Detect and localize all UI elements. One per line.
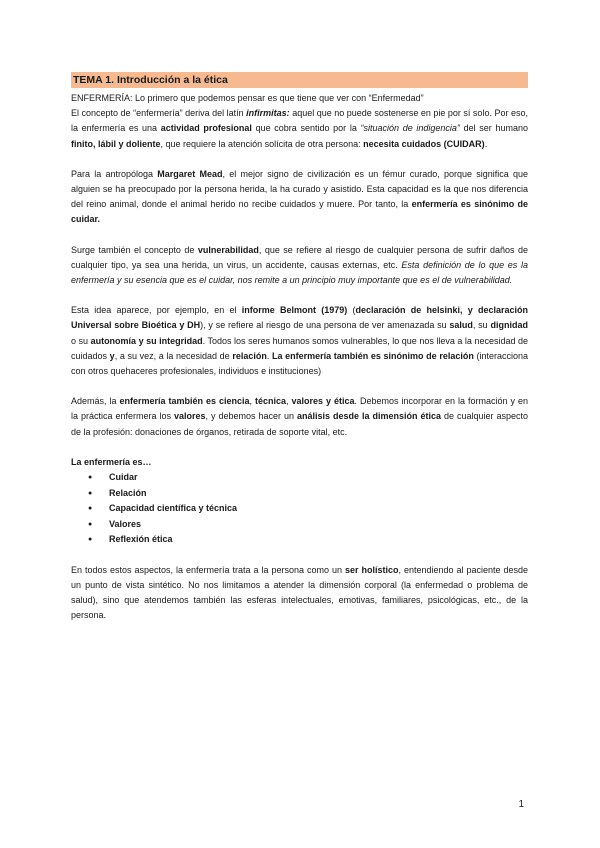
text-run: finito, lábil y doliente bbox=[71, 138, 161, 149]
text-run: , y debemos hacer un bbox=[205, 411, 297, 422]
text-run: dignidad bbox=[490, 320, 528, 331]
text-run: , entendiendo al paciente desde un punto de vista sintético. No nos limitamos a atender la dimensión corporal (la enfermedad o problema de salud), sino que atendemos también las esferas intelectuales, emotivas, familiares, psicológicas, etc., de la persona. bbox=[71, 564, 528, 621]
nursing-list bbox=[71, 470, 528, 548]
text-run: (interacciona con otros quehaceres profesionales, individuos e instituciones) bbox=[71, 350, 529, 377]
text-run: , bbox=[249, 396, 255, 407]
list-heading: La enfermería es… bbox=[71, 456, 152, 467]
paragraph-concept bbox=[71, 106, 528, 152]
text-run: Esta definición de lo que es la enfermería y su esencia que es el cuidar, nos remite a un principio muy importante que es el de vulnerabilidad. bbox=[71, 259, 528, 286]
text-run: ), y se refiere al riesgo de una persona de ver amenazada su bbox=[200, 320, 450, 331]
text-run: En todos estos aspectos, la enfermería trata a la persona como un bbox=[71, 564, 345, 575]
text-run: declaración de helsinki, y declaración Universal sobre Bioética y DH bbox=[71, 305, 528, 331]
text-run: actividad profesional bbox=[160, 123, 252, 134]
list-item: ● Relación bbox=[71, 486, 528, 502]
paragraph-mead bbox=[71, 167, 528, 228]
text-run: que cobra sentido por la bbox=[251, 123, 361, 134]
text-run: y bbox=[109, 350, 115, 361]
text-run: enfermería es sinónimo de cuidar. bbox=[71, 199, 528, 225]
text-run: “situación de indigencia” bbox=[360, 123, 460, 134]
paragraph-belmont bbox=[71, 303, 528, 379]
text-run: ( bbox=[347, 305, 356, 316]
text-run: Esta idea aparece, por ejemplo, en el bbox=[71, 305, 242, 316]
text-run: salud bbox=[449, 320, 473, 331]
text-run: enfermería también es ciencia bbox=[119, 396, 250, 407]
paragraph-holistic bbox=[71, 563, 528, 624]
paragraph-definition bbox=[71, 91, 528, 106]
text-run: , el mejor signo de civilización es un fémur curado, porque significa que alguien se ha preocupado por la persona herida, la ha curado y asistido. Esta capacidad es la que nos diferencia del reino animal, donde el animal herido no recibe cuidados y muere. Por tanto, la bbox=[71, 168, 528, 210]
text-run: Además, la bbox=[71, 396, 120, 407]
text-run: . bbox=[266, 350, 272, 361]
text-run: informe Belmont (1979) bbox=[241, 305, 348, 316]
text-run: , que requiere la atención solícita de otra persona: bbox=[160, 138, 364, 149]
text-run: La enfermería también es sinónimo de relación bbox=[271, 350, 474, 361]
text-run: Para la antropóloga bbox=[71, 168, 158, 179]
text-run: infirmitas: bbox=[246, 108, 290, 119]
text-run: del ser humano bbox=[459, 123, 528, 134]
text-run: técnica bbox=[255, 396, 287, 407]
text-run: valores y ética bbox=[291, 396, 355, 407]
section-title: TEMA 1. Introducción a la ética bbox=[71, 72, 528, 88]
text-run: o su bbox=[71, 335, 91, 346]
text-run: Margaret Mead bbox=[157, 168, 223, 179]
text-run: ENFERMERÍA: Lo primero que podemos pensar es que tiene que ver con “Enfermedad” bbox=[71, 93, 424, 103]
list-item: ● Cuidar bbox=[71, 470, 528, 486]
text-run: . bbox=[484, 138, 488, 149]
text-run: relación bbox=[232, 350, 267, 361]
page-number: 1 bbox=[518, 799, 524, 810]
text-run: , que se refiere al riesgo de cualquier persona de sufrir daños de cualquier tipo, ya sea una herida, un virus, un accidente, causas externas, etc. bbox=[71, 244, 528, 270]
document-page bbox=[71, 72, 528, 623]
text-run: valores bbox=[173, 411, 206, 422]
text-run: aquel que no puede sostenerse en pie por sí solo. Por eso, la enfermería es una bbox=[71, 108, 528, 134]
text-run: necesita cuidados (CUIDAR) bbox=[363, 138, 485, 149]
text-run: . Debemos incorporar en la formación y en la práctica enfermera los bbox=[71, 396, 528, 422]
text-run: , su bbox=[472, 320, 491, 331]
text-run: El concepto de “enfermería” deriva del latín bbox=[71, 108, 247, 119]
list-item: ● Capacidad científica y técnica bbox=[71, 501, 528, 517]
list-item: ● Valores bbox=[71, 517, 528, 533]
paragraph-science bbox=[71, 394, 528, 440]
text-run: autonomía y su integridad bbox=[90, 335, 203, 346]
text-run: , a su vez, a la necesidad de bbox=[114, 350, 233, 361]
paragraph-vulnerability bbox=[71, 243, 528, 289]
text-run: ser holístico bbox=[344, 564, 399, 575]
list-item: ● Reflexión ética bbox=[71, 532, 528, 548]
text-run: vulnerabilidad bbox=[197, 244, 259, 255]
text-run: , bbox=[286, 396, 292, 407]
text-run: de cualquier aspecto de la profesión: donaciones de órganos, retirada de soporte vital, etc. bbox=[71, 411, 528, 437]
text-run: Surge también el concepto de bbox=[71, 244, 198, 255]
text-run: . Todos los seres humanos somos vulnerables, lo que nos lleva a la necesidad de cuidados bbox=[71, 335, 529, 361]
text-run: análisis desde la dimensión ética bbox=[296, 411, 441, 422]
